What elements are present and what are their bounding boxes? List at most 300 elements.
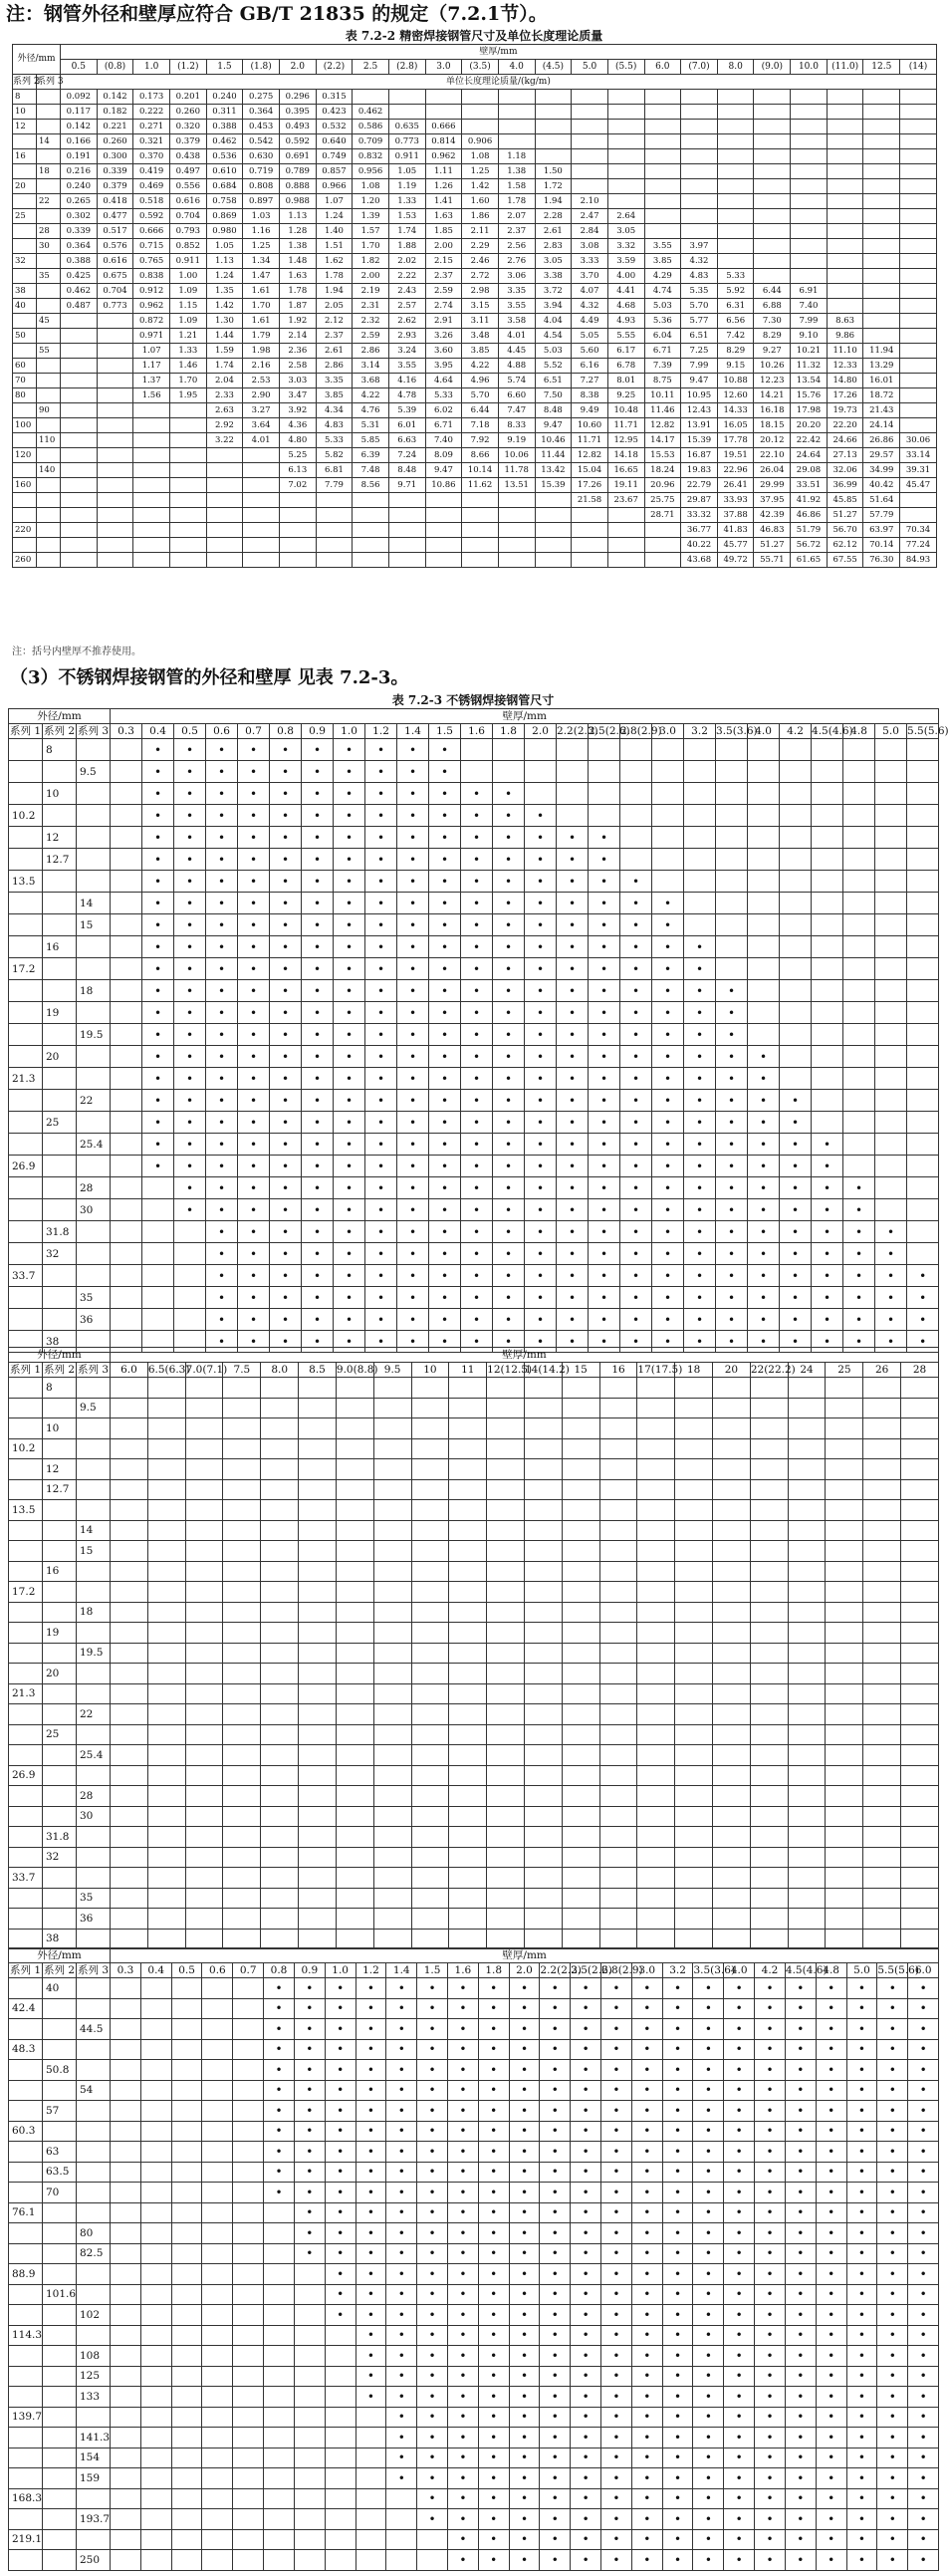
available-dot: •	[755, 2366, 786, 2387]
empty-cell	[185, 1582, 223, 1603]
od-series-2	[43, 1438, 77, 1459]
empty-cell	[111, 2223, 141, 2244]
table-row	[9, 1156, 939, 1177]
empty-cell	[111, 1909, 148, 1930]
available-dot: •	[334, 761, 365, 783]
empty-cell	[411, 1500, 449, 1521]
empty-cell	[675, 1500, 713, 1521]
mass-cell: 0.630	[243, 149, 280, 164]
available-dot: •	[846, 1998, 877, 2019]
available-dot: •	[785, 2223, 816, 2244]
available-dot: •	[846, 2284, 877, 2305]
table-row	[9, 827, 939, 849]
available-dot: •	[877, 2387, 908, 2408]
mass-cell: 3.55	[644, 239, 681, 254]
available-dot: •	[142, 805, 174, 827]
available-dot: •	[365, 936, 397, 958]
available-dot: •	[397, 805, 429, 827]
table-row	[9, 1520, 939, 1541]
empty-cell	[652, 739, 684, 761]
empty-cell	[325, 2488, 356, 2509]
series-row	[13, 75, 937, 90]
empty-cell	[907, 936, 939, 958]
mass-cell: 1.88	[388, 239, 425, 254]
available-dot: •	[662, 2284, 693, 2305]
empty-cell	[525, 761, 557, 783]
mass-cell	[644, 209, 681, 224]
empty-cell	[449, 1561, 487, 1582]
empty-cell	[171, 2162, 202, 2183]
available-dot: •	[461, 980, 493, 1002]
empty-cell	[325, 2325, 356, 2346]
available-dot: •	[846, 2060, 877, 2081]
available-dot: •	[724, 2060, 755, 2081]
empty-cell	[684, 914, 716, 936]
empty-cell	[261, 1724, 299, 1745]
mass-cell: 9.86	[827, 329, 863, 344]
thickness-cell: 12(12.5)	[487, 1364, 533, 1376]
empty-cell	[111, 2305, 141, 2326]
empty-cell	[264, 2428, 295, 2448]
od-series-3	[37, 493, 61, 508]
available-dot: •	[264, 2039, 295, 2060]
empty-cell	[233, 2407, 264, 2428]
available-dot: •	[877, 2142, 908, 2163]
empty-cell	[171, 2080, 202, 2101]
mass-cell: 14.80	[827, 374, 863, 388]
thickness-cell: (7.0)	[681, 60, 718, 75]
mass-cell: 2.53	[243, 374, 280, 388]
mass-cell	[572, 553, 608, 568]
empty-cell	[411, 1459, 449, 1480]
od-series-1	[9, 761, 43, 783]
mass-cell: 20.20	[791, 418, 828, 433]
available-dot: •	[142, 1024, 174, 1046]
empty-cell	[111, 1978, 141, 1999]
empty-cell	[411, 1479, 449, 1500]
available-dot: •	[174, 936, 206, 958]
empty-cell	[524, 1378, 562, 1399]
empty-cell	[487, 1378, 525, 1399]
mass-cell: 9.49	[572, 403, 608, 418]
empty-cell	[750, 1888, 788, 1909]
available-dot: •	[264, 2060, 295, 2081]
od-series-3	[37, 105, 61, 120]
available-dot: •	[238, 805, 270, 827]
empty-cell	[261, 1378, 299, 1399]
available-dot: •	[571, 2101, 601, 2122]
mass-cell: 30.06	[900, 433, 937, 448]
mass-cell: 16.01	[863, 374, 900, 388]
empty-cell	[675, 1623, 713, 1644]
empty-cell	[812, 914, 843, 936]
available-dot: •	[601, 2223, 632, 2244]
mass-cell	[791, 105, 828, 120]
od-series-2: 70	[13, 374, 37, 388]
empty-cell	[111, 1090, 142, 1112]
empty-cell	[713, 1541, 751, 1562]
empty-cell	[111, 2202, 141, 2223]
od-series-2: 20	[43, 1664, 77, 1684]
od-series-1: 17.2	[9, 1582, 43, 1603]
od-series-2: 12.7	[43, 849, 77, 871]
od-series-2	[13, 508, 37, 523]
empty-cell	[907, 1156, 939, 1177]
available-dot: •	[302, 936, 334, 958]
table-7-2-3-part-b-section	[8, 1347, 938, 1949]
available-dot: •	[356, 2101, 386, 2122]
mass-cell: 12.82	[572, 448, 608, 463]
available-dot: •	[386, 2142, 417, 2163]
mass-cell: 4.78	[388, 388, 425, 403]
table-row	[9, 1243, 939, 1265]
od-series-1	[9, 2305, 43, 2326]
mass-cell	[388, 90, 425, 105]
mass-cell: 9.47	[425, 463, 462, 478]
mass-cell	[206, 508, 243, 523]
od-series-1	[9, 2428, 43, 2448]
od-series-1	[9, 1520, 43, 1541]
empty-cell	[223, 1438, 261, 1459]
available-dot: •	[264, 2019, 295, 2040]
empty-cell	[599, 1541, 637, 1562]
available-dot: •	[356, 2080, 386, 2101]
mass-cell: 0.888	[279, 179, 316, 194]
available-dot: •	[461, 827, 493, 849]
thickness-cell: 6.5(6.3)	[147, 1364, 190, 1376]
empty-cell	[863, 1418, 901, 1439]
od-series-2	[43, 2488, 77, 2509]
empty-cell	[299, 1398, 337, 1418]
table-row	[9, 1602, 939, 1623]
empty-cell	[142, 1265, 174, 1287]
empty-cell	[223, 1929, 261, 1949]
empty-cell	[826, 1806, 863, 1827]
empty-cell	[675, 1724, 713, 1745]
empty-cell	[336, 1541, 373, 1562]
available-dot: •	[325, 2142, 356, 2163]
available-dot: •	[509, 2468, 540, 2489]
available-dot: •	[812, 1199, 843, 1221]
empty-cell	[299, 1561, 337, 1582]
available-dot: •	[631, 2223, 662, 2244]
thickness-cell: 2.0	[509, 1963, 540, 1978]
empty-cell	[111, 1024, 142, 1046]
available-dot: •	[206, 936, 238, 958]
empty-cell	[411, 1664, 449, 1684]
empty-cell	[713, 1888, 751, 1909]
available-dot: •	[238, 1331, 270, 1353]
mass-cell: 1.07	[133, 344, 170, 359]
mass-cell: 16.18	[754, 403, 791, 418]
od-series-3: 110	[37, 433, 61, 448]
empty-cell	[901, 1683, 939, 1704]
empty-cell	[826, 1398, 863, 1418]
available-dot: •	[302, 980, 334, 1002]
available-dot: •	[417, 1998, 448, 2019]
available-dot: •	[509, 2121, 540, 2142]
empty-cell	[620, 783, 652, 805]
empty-cell	[487, 1664, 525, 1684]
thickness-cell: 3.0	[652, 724, 684, 739]
mass-cell: 9.25	[607, 388, 644, 403]
mass-cell: 4.88	[498, 359, 535, 374]
mass-cell: 2.00	[425, 239, 462, 254]
mass-cell: 6.63	[388, 433, 425, 448]
available-dot: •	[557, 827, 589, 849]
od-series-2	[13, 433, 37, 448]
empty-cell	[140, 2060, 171, 2081]
mass-cell: 0.857	[316, 164, 353, 179]
available-dot: •	[417, 2305, 448, 2326]
available-dot: •	[325, 2264, 356, 2285]
available-dot: •	[785, 2325, 816, 2346]
empty-cell	[780, 805, 812, 827]
empty-cell	[812, 980, 843, 1002]
mass-cell: 8.48	[535, 403, 572, 418]
od-series-2	[43, 2529, 77, 2550]
mass-cell	[717, 209, 754, 224]
od-series-3	[77, 1847, 111, 1868]
available-dot: •	[429, 783, 461, 805]
empty-cell	[111, 1724, 148, 1745]
empty-cell	[171, 2529, 202, 2550]
empty-cell	[111, 1002, 142, 1024]
table-row	[13, 523, 937, 538]
empty-cell	[562, 1704, 599, 1725]
thickness-cell: 0.5	[174, 724, 206, 739]
table-row	[9, 1909, 939, 1930]
available-dot: •	[652, 1112, 684, 1134]
empty-cell	[140, 2101, 171, 2122]
empty-cell	[487, 1459, 525, 1480]
available-dot: •	[461, 1177, 493, 1199]
table-row	[13, 463, 937, 478]
available-dot: •	[334, 783, 365, 805]
available-dot: •	[785, 2447, 816, 2468]
available-dot: •	[238, 1112, 270, 1134]
mass-cell: 1.60	[462, 194, 499, 209]
available-dot: •	[525, 1134, 557, 1156]
empty-cell	[901, 1520, 939, 1541]
od-series-2	[43, 1909, 77, 1930]
od-series-2	[43, 2223, 77, 2244]
available-dot: •	[908, 2407, 939, 2428]
od-series-3: 9.5	[77, 761, 111, 783]
available-dot: •	[302, 1331, 334, 1353]
mass-cell: 77.24	[900, 538, 937, 553]
empty-cell	[684, 893, 716, 914]
available-dot: •	[397, 1134, 429, 1156]
empty-cell	[637, 1561, 675, 1582]
mass-cell: 11.32	[791, 359, 828, 374]
available-dot: •	[493, 958, 525, 980]
thickness-cell: (3.5)	[462, 60, 499, 75]
od-series-2: 50	[13, 329, 37, 344]
available-dot: •	[620, 871, 652, 893]
mass-cell: 3.14	[353, 359, 389, 374]
table-row	[9, 1068, 939, 1090]
mass-cell: 2.22	[388, 269, 425, 284]
empty-cell	[487, 1909, 525, 1930]
mass-cell: 0.666	[133, 224, 170, 239]
mass-cell	[681, 179, 718, 194]
thickness-cell: 0.4	[140, 1963, 171, 1978]
empty-cell	[562, 1378, 599, 1399]
mass-cell: 0.616	[97, 254, 133, 269]
available-dot: •	[816, 2509, 846, 2530]
table-row	[13, 179, 937, 194]
empty-cell	[449, 1438, 487, 1459]
empty-cell	[223, 1541, 261, 1562]
mass-cell	[97, 374, 133, 388]
mass-cell	[717, 164, 754, 179]
mass-cell	[316, 493, 353, 508]
empty-cell	[325, 2529, 356, 2550]
mass-cell: 14.21	[754, 388, 791, 403]
od-series-2	[43, 761, 77, 783]
available-dot: •	[620, 1331, 652, 1353]
empty-cell	[599, 1643, 637, 1664]
mass-cell: 8.09	[425, 448, 462, 463]
available-dot: •	[755, 2550, 786, 2571]
available-dot: •	[174, 1024, 206, 1046]
empty-cell	[875, 1112, 907, 1134]
mass-cell: 0.684	[206, 179, 243, 194]
available-dot: •	[748, 1309, 780, 1331]
available-dot: •	[325, 2060, 356, 2081]
mass-cell: 1.62	[316, 254, 353, 269]
mass-cell	[133, 553, 170, 568]
available-dot: •	[877, 2550, 908, 2571]
empty-cell	[875, 1090, 907, 1112]
empty-cell	[325, 2387, 356, 2408]
available-dot: •	[877, 2428, 908, 2448]
available-dot: •	[662, 2080, 693, 2101]
empty-cell	[788, 1664, 826, 1684]
available-dot: •	[461, 1243, 493, 1265]
empty-cell	[111, 1683, 148, 1704]
thickness-cell: 0.4	[142, 724, 174, 739]
empty-cell	[675, 1418, 713, 1439]
od-series-2: 12	[43, 827, 77, 849]
empty-cell	[562, 1500, 599, 1521]
empty-cell	[863, 1765, 901, 1786]
available-dot: •	[716, 1221, 748, 1243]
empty-cell	[147, 1398, 185, 1418]
empty-cell	[637, 1582, 675, 1603]
table-row	[9, 1287, 939, 1309]
mass-cell	[681, 149, 718, 164]
empty-cell	[562, 1623, 599, 1644]
mass-cell	[863, 90, 900, 105]
available-dot: •	[302, 761, 334, 783]
table-row	[9, 2142, 939, 2163]
empty-cell	[411, 1623, 449, 1644]
available-dot: •	[816, 2325, 846, 2346]
mass-cell	[61, 433, 98, 448]
thickness-cell: 5.0	[875, 724, 907, 739]
available-dot: •	[812, 1309, 843, 1331]
mass-cell: 19.11	[607, 478, 644, 493]
available-dot: •	[174, 893, 206, 914]
available-dot: •	[684, 1024, 716, 1046]
empty-cell	[684, 783, 716, 805]
mass-cell: 0.379	[97, 179, 133, 194]
available-dot: •	[478, 2488, 509, 2509]
empty-cell	[336, 1438, 373, 1459]
empty-cell	[147, 1847, 185, 1868]
mass-cell: 3.22	[206, 433, 243, 448]
empty-cell	[299, 1378, 337, 1399]
available-dot: •	[238, 1068, 270, 1090]
mass-cell	[61, 403, 98, 418]
available-dot: •	[386, 2223, 417, 2244]
od-series-2	[43, 958, 77, 980]
od-series-2	[43, 2447, 77, 2468]
empty-cell	[140, 2243, 171, 2264]
table-row	[9, 1090, 939, 1112]
empty-cell	[788, 1541, 826, 1562]
mass-cell	[388, 538, 425, 553]
available-dot: •	[417, 2284, 448, 2305]
available-dot: •	[780, 1243, 812, 1265]
empty-cell	[264, 2346, 295, 2367]
available-dot: •	[294, 2183, 325, 2203]
mass-cell: 3.64	[243, 418, 280, 433]
empty-cell	[171, 2550, 202, 2571]
thickness-cell: 1.0	[334, 724, 365, 739]
empty-cell	[140, 2039, 171, 2060]
available-dot: •	[589, 1068, 620, 1090]
od-series-2	[43, 1998, 77, 2019]
empty-cell	[171, 2121, 202, 2142]
empty-cell	[202, 2142, 233, 2163]
table-row	[9, 2509, 939, 2530]
available-dot: •	[843, 1309, 875, 1331]
available-dot: •	[780, 1221, 812, 1243]
empty-cell	[843, 1090, 875, 1112]
empty-cell	[843, 1068, 875, 1090]
od-series-3	[77, 1998, 111, 2019]
od-series-1	[9, 2080, 43, 2101]
mass-cell: 0.911	[169, 254, 206, 269]
od-series-3: 193.7	[77, 2509, 111, 2530]
available-dot: •	[509, 2060, 540, 2081]
available-dot: •	[270, 805, 302, 827]
available-dot: •	[238, 980, 270, 1002]
available-dot: •	[662, 2387, 693, 2408]
empty-cell	[386, 2529, 417, 2550]
available-dot: •	[334, 1265, 365, 1287]
available-dot: •	[816, 2366, 846, 2387]
mass-cell: 2.43	[388, 284, 425, 299]
available-dot: •	[334, 1221, 365, 1243]
table-row	[9, 1309, 939, 1331]
available-dot: •	[397, 1331, 429, 1353]
empty-cell	[788, 1561, 826, 1582]
available-dot: •	[540, 2468, 571, 2489]
mass-cell	[425, 90, 462, 105]
available-dot: •	[877, 2529, 908, 2550]
empty-cell	[487, 1847, 525, 1868]
empty-cell	[373, 1786, 411, 1807]
mass-cell	[754, 105, 791, 120]
empty-cell	[487, 1765, 525, 1786]
empty-cell	[147, 1438, 185, 1459]
mass-cell: 4.34	[316, 403, 353, 418]
empty-cell	[449, 1868, 487, 1889]
